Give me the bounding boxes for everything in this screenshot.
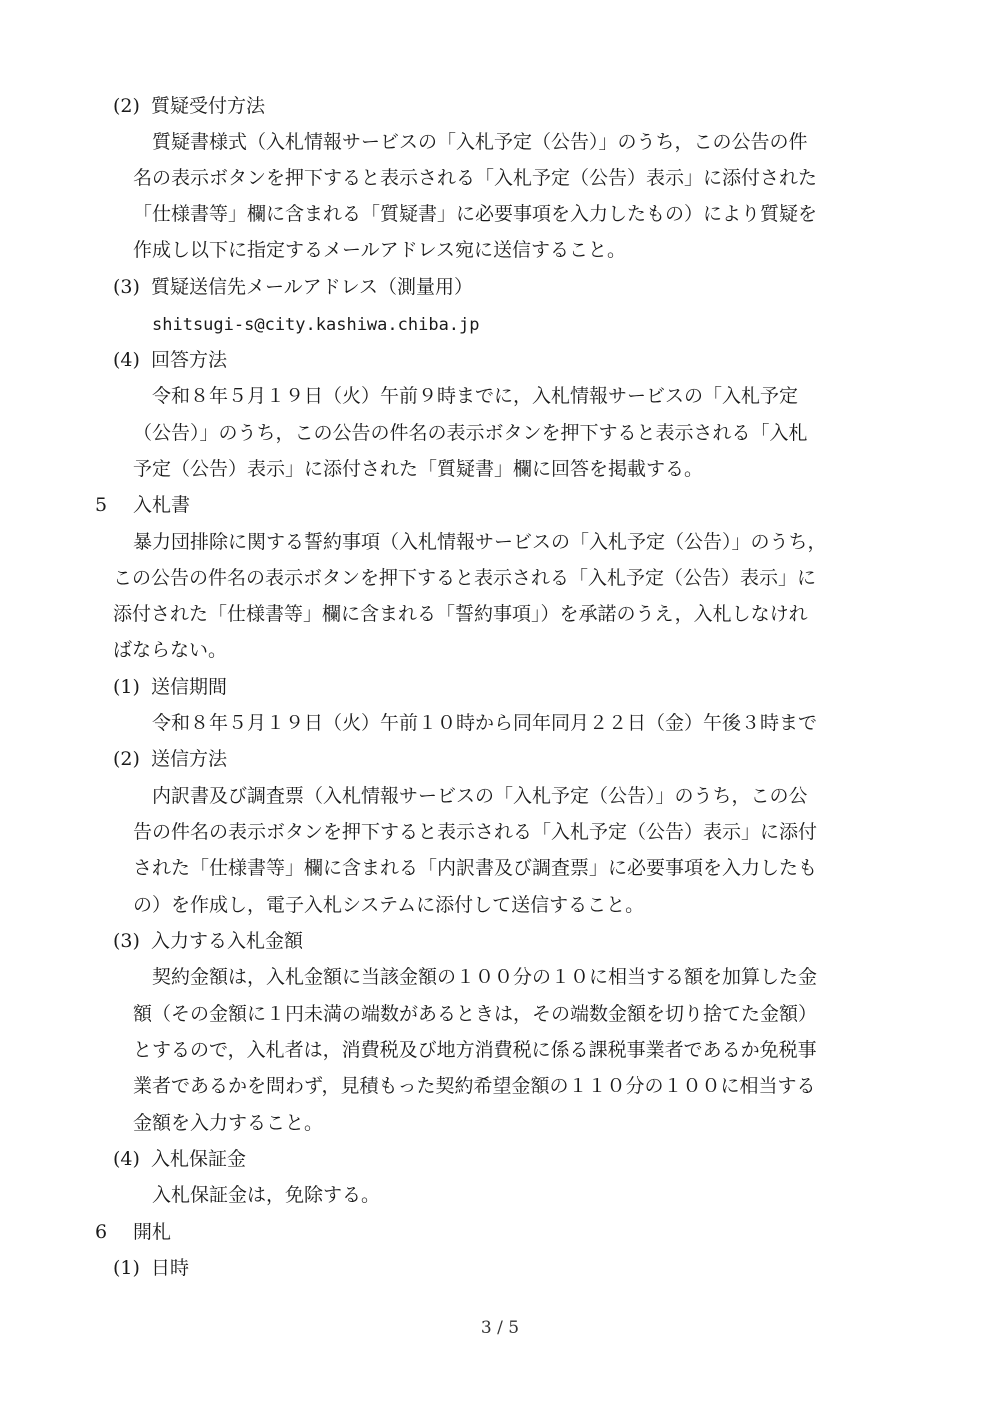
paragraph-line: 業者であるかを問わず，見積もった契約希望金額の１１０分の１００に相当する xyxy=(133,1075,816,1097)
section-5-1-heading xyxy=(113,675,227,699)
paragraph-line: 額（その金額に１円未満の端数があるときは，その端数金額を切り捨てた金額） xyxy=(133,1003,818,1025)
paragraph-line: 令和８年５月１９日（火）午前１０時から同年同月２２日（金）午後３時まで xyxy=(152,712,818,734)
heading-text: 入札保証金 xyxy=(151,1148,247,1170)
heading-text: 入力する入札金額 xyxy=(151,930,304,952)
section-number: (1) xyxy=(113,676,140,698)
section-4-2-heading xyxy=(113,94,265,118)
heading-text: 質疑送信先メールアドレス（測量用） xyxy=(151,276,474,298)
heading-text: 開札 xyxy=(133,1221,172,1243)
heading-text: 日時 xyxy=(151,1257,190,1279)
page-number: 3 / 5 xyxy=(480,1318,520,1338)
section-number: (2) xyxy=(113,95,140,117)
section-5-3-heading xyxy=(113,929,303,953)
paragraph-line: 契約金額は，入札金額に当該金額の１００分の１０に相当する額を加算した金 xyxy=(152,966,818,988)
paragraph-line: この公告の件名の表示ボタンを押下すると表示される「入札予定（公告）表示」に xyxy=(113,567,817,589)
section-number: (3) xyxy=(113,276,140,298)
paragraph-line: 令和８年５月１９日（火）午前９時までに，入札情報サービスの「入札予定 xyxy=(152,385,799,407)
paragraph-line: 添付された「仕様書等」欄に含まれる「誓約事項」）を承諾のうえ，入札しなけれ xyxy=(113,603,808,625)
paragraph-line: 金額を入力すること。 xyxy=(133,1112,324,1134)
section-6-heading xyxy=(95,1220,171,1244)
section-5-2-heading xyxy=(113,747,227,771)
section-number: 5 xyxy=(95,494,108,516)
heading-text: 入札書 xyxy=(133,494,191,516)
paragraph-line: ばならない。 xyxy=(113,639,228,661)
paragraph-line: 作成し以下に指定するメールアドレス宛に送信すること。 xyxy=(133,239,627,261)
section-number: (4) xyxy=(113,349,140,371)
paragraph-line: とするので，入札者は，消費税及び地方消費税に係る課税事業者であるか免税事 xyxy=(133,1039,817,1061)
section-number: (3) xyxy=(113,930,140,952)
section-6-1-heading xyxy=(113,1256,189,1280)
section-4-4-heading xyxy=(113,348,227,372)
section-5-heading xyxy=(95,493,190,517)
paragraph-line: （公告）」のうち，この公告の件名の表示ボタンを押下すると表示される「入札 xyxy=(133,422,808,444)
section-number: 6 xyxy=(95,1221,108,1243)
section-4-3-heading xyxy=(113,275,473,299)
paragraph-line: の）を作成し，電子入札システムに添付して送信すること。 xyxy=(133,894,645,916)
paragraph-line: 予定（公告）表示」に添付された「質疑書」欄に回答を掲載する。 xyxy=(133,458,704,480)
paragraph-line: 告の件名の表示ボタンを押下すると表示される「入札予定（公告）表示」に添付 xyxy=(133,821,818,843)
section-5-4-heading xyxy=(113,1147,246,1171)
paragraph-line: 内訳書及び調査票（入札情報サービスの「入札予定（公告）」のうち，この公 xyxy=(152,785,808,807)
heading-text: 回答方法 xyxy=(151,349,228,371)
section-number: (2) xyxy=(113,748,140,770)
heading-text: 送信方法 xyxy=(151,748,228,770)
paragraph-line: 「仕様書等」欄に含まれる「質疑書」に必要事項を入力したもの）により質疑を xyxy=(133,203,818,225)
heading-text: 質疑受付方法 xyxy=(151,95,266,117)
email-address: shitsugi-s@city.kashiwa.chiba.jp xyxy=(152,315,480,335)
paragraph-line: 暴力団排除に関する誓約事項（入札情報サービスの「入札予定（公告）」のうち， xyxy=(133,531,827,553)
paragraph-line: された「仕様書等」欄に含まれる「内訳書及び調査票」に必要事項を入力したも xyxy=(133,857,818,879)
paragraph-line: 名の表示ボタンを押下すると表示される「入札予定（公告）表示」に添付された xyxy=(133,167,818,189)
section-number: (1) xyxy=(113,1257,140,1279)
heading-text: 送信期間 xyxy=(151,676,228,698)
paragraph-line: 入札保証金は，免除する。 xyxy=(152,1184,381,1206)
paragraph-line: 質疑書様式（入札情報サービスの「入札予定（公告）」のうち，この公告の件 xyxy=(152,131,808,153)
section-number: (4) xyxy=(113,1148,140,1170)
